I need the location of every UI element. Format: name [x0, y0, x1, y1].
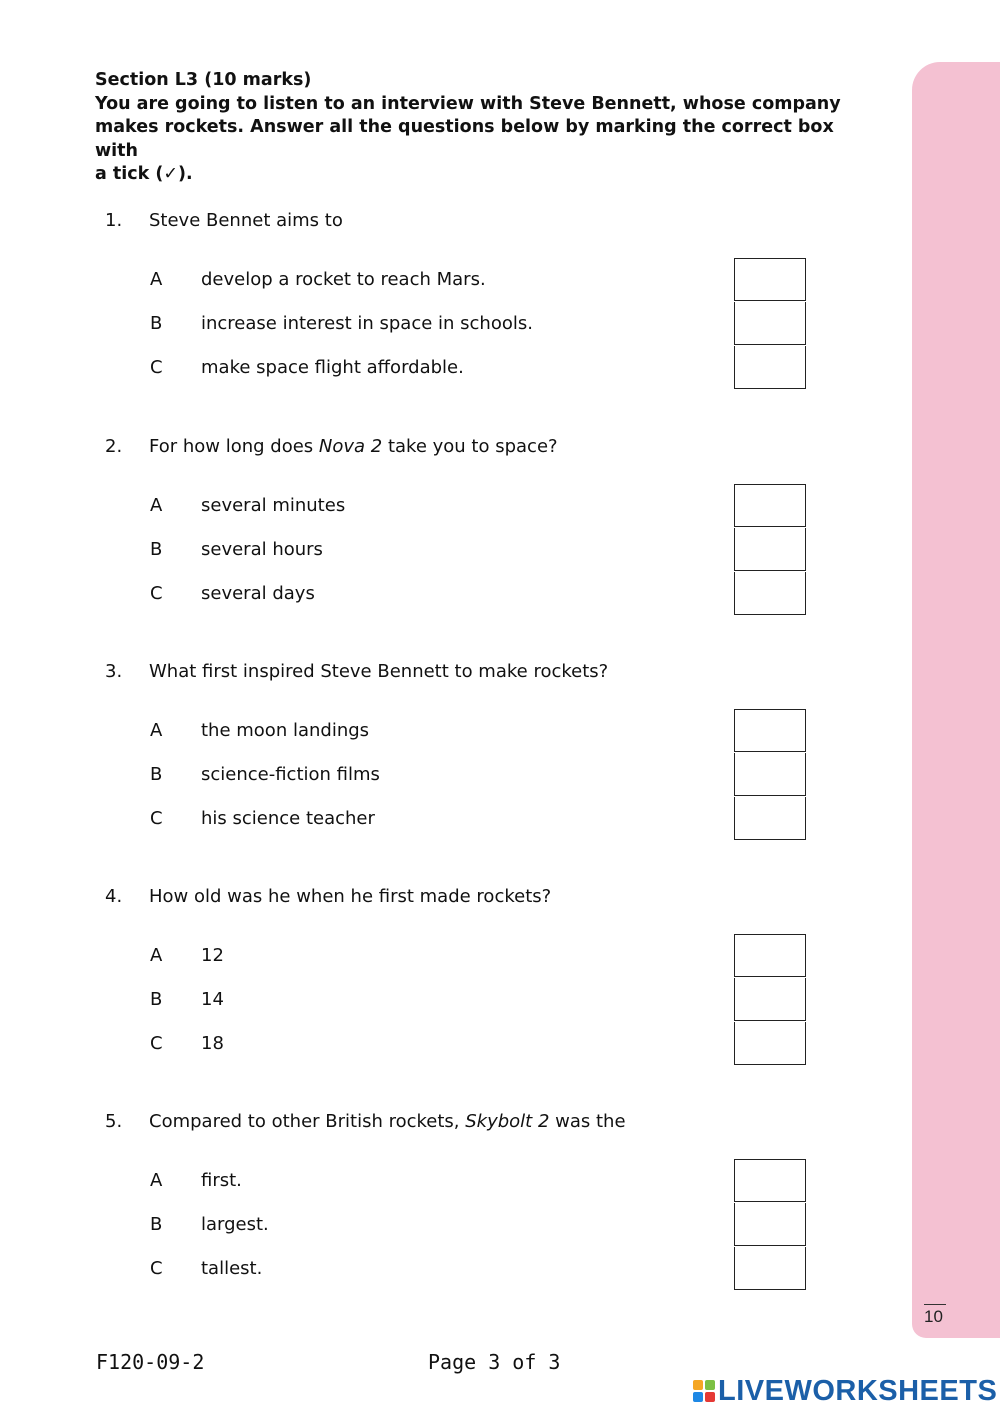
page-number: Page 3 of 3: [428, 1350, 561, 1374]
tick-box-q3-c[interactable]: [734, 797, 806, 840]
option-letter: B: [150, 764, 163, 785]
option-letter: A: [150, 945, 163, 966]
liveworksheets-brand[interactable]: [693, 1374, 997, 1408]
option-text: develop a rocket to reach Mars.: [201, 269, 486, 290]
option-row: [0, 572, 900, 616]
option-row: [0, 978, 900, 1022]
tick-box-q3-b[interactable]: [734, 753, 806, 796]
option-letter: C: [150, 808, 163, 829]
question-number: 5.: [105, 1111, 123, 1132]
option-text: tallest.: [201, 1258, 263, 1279]
option-row: [0, 709, 900, 753]
option-letter: A: [150, 269, 163, 290]
option-row: [0, 753, 900, 797]
option-letter: B: [150, 313, 163, 334]
question-text-after: take you to space?: [382, 436, 558, 457]
tick-box-q2-c[interactable]: [734, 572, 806, 615]
tick-box-q5-b[interactable]: [734, 1203, 806, 1246]
tick-box-q4-a[interactable]: [734, 934, 806, 977]
option-text: several hours: [201, 539, 323, 560]
liveworksheets-logo-icon: [693, 1380, 715, 1402]
question-text-after: was the: [549, 1111, 626, 1132]
question-number: 3.: [105, 661, 123, 682]
option-text: his science teacher: [201, 808, 375, 829]
option-text: make space flight affordable.: [201, 357, 464, 378]
section-header: [95, 69, 855, 187]
option-letter: C: [150, 1258, 163, 1279]
option-letter: B: [150, 989, 163, 1010]
question-text: [149, 1111, 626, 1132]
paper-code: F120-09-2: [96, 1350, 205, 1374]
option-letter: B: [150, 1214, 163, 1235]
question-text-italic: Nova 2: [318, 436, 383, 457]
option-letter: C: [150, 583, 163, 604]
option-row: [0, 346, 900, 390]
question-text-before: For how long does: [149, 436, 319, 457]
question-number: 2.: [105, 436, 123, 457]
option-text: several days: [201, 583, 315, 604]
tick-box-q1-a[interactable]: [734, 258, 806, 301]
option-letter: A: [150, 495, 163, 516]
question-text: [149, 436, 558, 457]
option-text: first.: [201, 1170, 242, 1191]
option-letter: A: [150, 1170, 163, 1191]
option-text: 12: [201, 945, 224, 966]
option-row: [0, 1159, 900, 1203]
option-row: [0, 484, 900, 528]
option-text: 14: [201, 989, 224, 1010]
option-row: [0, 1022, 900, 1066]
option-text: science-fiction films: [201, 764, 380, 785]
tick-box-q2-b[interactable]: [734, 528, 806, 571]
tick-box-q1-b[interactable]: [734, 302, 806, 345]
option-letter: C: [150, 1033, 163, 1054]
option-row: [0, 1247, 900, 1291]
option-text: increase interest in space in schools.: [201, 313, 533, 334]
tick-box-q1-c[interactable]: [734, 346, 806, 389]
option-letter: A: [150, 720, 163, 741]
question-number: 1.: [105, 210, 123, 231]
option-row: [0, 934, 900, 978]
tick-box-q3-a[interactable]: [734, 709, 806, 752]
option-text: several minutes: [201, 495, 346, 516]
tick-box-q5-c[interactable]: [734, 1247, 806, 1290]
section-title: Section L3 (10 marks): [95, 70, 312, 90]
option-row: [0, 528, 900, 572]
score-total: 10: [924, 1304, 946, 1327]
tick-box-q4-c[interactable]: [734, 1022, 806, 1065]
option-row: [0, 302, 900, 346]
question-text: [149, 886, 551, 907]
option-row: [0, 258, 900, 302]
question-text: [149, 210, 343, 231]
question-text-before: What first inspired Steve Bennett to make rockets?: [149, 661, 609, 682]
question-text-before: Steve Bennet aims to: [149, 210, 343, 231]
option-text: largest.: [201, 1214, 269, 1235]
question-number: 4.: [105, 886, 123, 907]
question-text-before: How old was he when he first made rockets?: [149, 886, 552, 907]
question-text-italic: Skybolt 2: [465, 1111, 550, 1132]
option-letter: B: [150, 539, 163, 560]
instructions-line-2: makes rockets. Answer all the questions below by marking the correct box with: [95, 117, 834, 161]
marks-margin-strip: [912, 62, 1000, 1338]
option-text: 18: [201, 1033, 224, 1054]
question-text: [149, 661, 608, 682]
option-letter: C: [150, 357, 163, 378]
tick-box-q4-b[interactable]: [734, 978, 806, 1021]
instructions-line-1: You are going to listen to an interview with Steve Bennett, whose company: [95, 93, 841, 114]
tick-box-q5-a[interactable]: [734, 1159, 806, 1202]
option-row: [0, 1203, 900, 1247]
question-text-before: Compared to other British rockets,: [149, 1111, 466, 1132]
instructions-line-3: a tick (✓).: [95, 164, 193, 184]
option-row: [0, 797, 900, 841]
tick-box-q2-a[interactable]: [734, 484, 806, 527]
brand-name: LIVEWORKSHEETS: [718, 1374, 998, 1407]
option-text: the moon landings: [201, 720, 370, 741]
